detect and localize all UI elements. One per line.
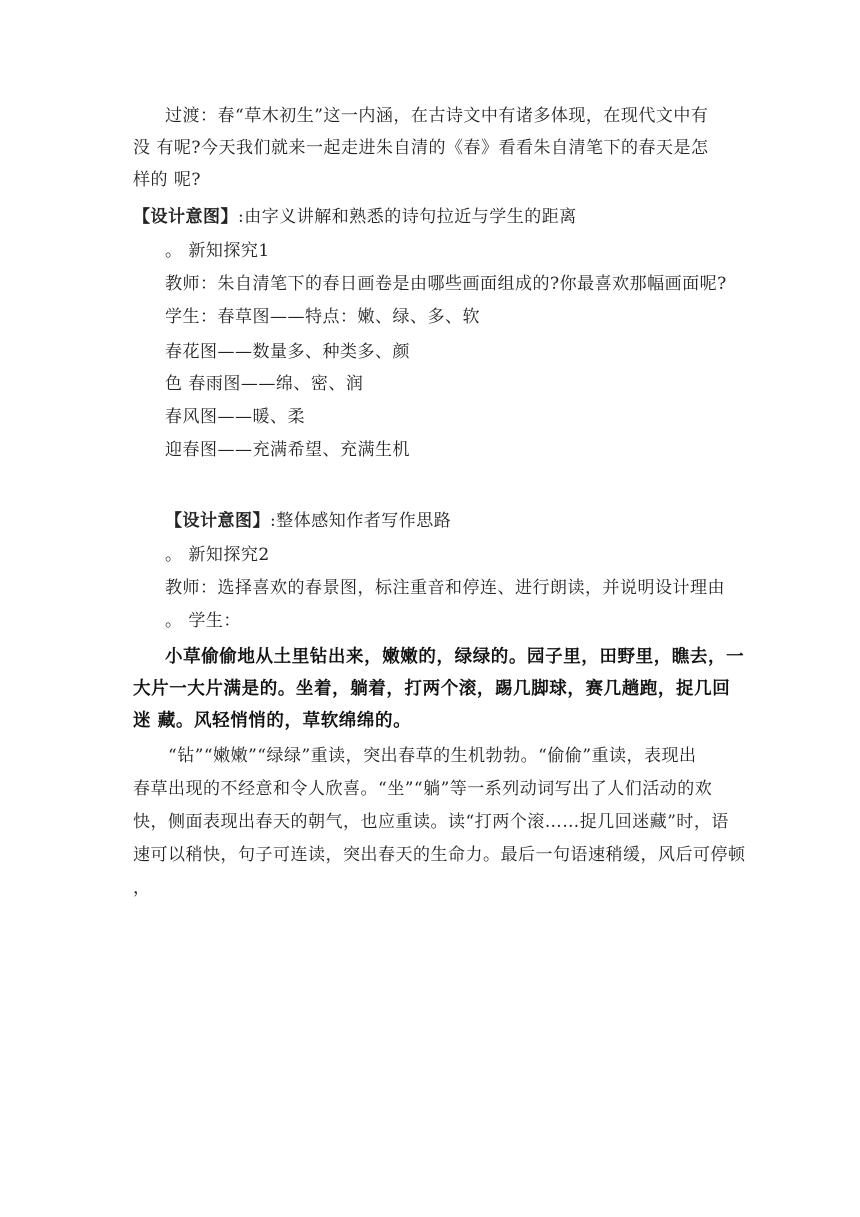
- design-intent-1-text: :由字义讲解和熟悉的诗句拉近与学生的距离: [238, 207, 577, 227]
- explore-1-teacher: 教师：朱自清笔下的春日画卷是由哪些画面组成的?你最喜欢那幅画面呢?: [165, 274, 727, 294]
- explore-2-teacher: 教师：选择喜欢的春景图，标注重音和停连、进行朗读，并说明设计理由: [165, 578, 725, 598]
- explore-1-item-1: 春花图——数量多、种类多、颜: [165, 342, 410, 362]
- transition-line-3: 样的 呢?: [133, 170, 202, 190]
- explore-1-student: 学生：春草图——特点：嫩、绿、多、软: [165, 307, 480, 327]
- explore-1-heading: 。 新知探究1: [165, 241, 270, 261]
- analysis-line-4: 速可以稍快，句子可连读，突出春天的生命力。最后一句语速稍缓，风后可停顿: [133, 845, 746, 865]
- analysis-line-3: 快，侧面表现出春天的朝气，也应重读。读“打两个滚……捉几回迷藏”时，语: [133, 812, 729, 832]
- design-intent-2-text: :整体感知作者写作思路: [270, 511, 452, 531]
- explore-1-item-3: 春风图——暖、柔: [165, 407, 305, 427]
- explore-2-student: 。 学生：: [165, 611, 241, 631]
- analysis-line-1: “钻”“嫩嫩”“绿绿”重读，突出春草的生机勃勃。“偷偷”重读，表现出: [168, 746, 697, 766]
- design-intent-1: [133, 205, 577, 229]
- design-intent-1-label: 【设计意图】: [133, 207, 238, 227]
- analysis-line-5: ，: [133, 878, 151, 898]
- explore-1-item-2: 色 春雨图——绵、密、润: [165, 374, 364, 394]
- analysis-line-2: 春草出现的不经意和令人欣喜。“坐”“躺”等一系列动词写出了人们活动的欢: [133, 779, 713, 799]
- design-intent-2-label: 【设计意图】: [165, 511, 270, 531]
- transition-line-2: 没 有呢?今天我们就来一起走进朱自清的《春》看看朱自清笔下的春天是怎: [133, 138, 709, 158]
- transition-line-1: 过渡：春“草木初生”这一内涵，在古诗文中有诸多体现，在现代文中有: [165, 106, 709, 126]
- excerpt-line-3: 迷 藏。风轻悄悄的，草软绵绵的。: [133, 711, 412, 731]
- excerpt-line-2: 大片一大片满是的。坐着，躺着，打两个滚，踢几脚球，赛几趟跑，捉几回: [133, 679, 731, 699]
- explore-2-heading: 。 新知探究2: [165, 545, 270, 565]
- excerpt-line-1: 小草偷偷地从土里钻出来，嫩嫩的，绿绿的。园子里，田野里，瞧去，一: [165, 647, 745, 667]
- explore-1-item-4: 迎春图——充满希望、充满生机: [165, 440, 410, 460]
- design-intent-2: [165, 509, 451, 533]
